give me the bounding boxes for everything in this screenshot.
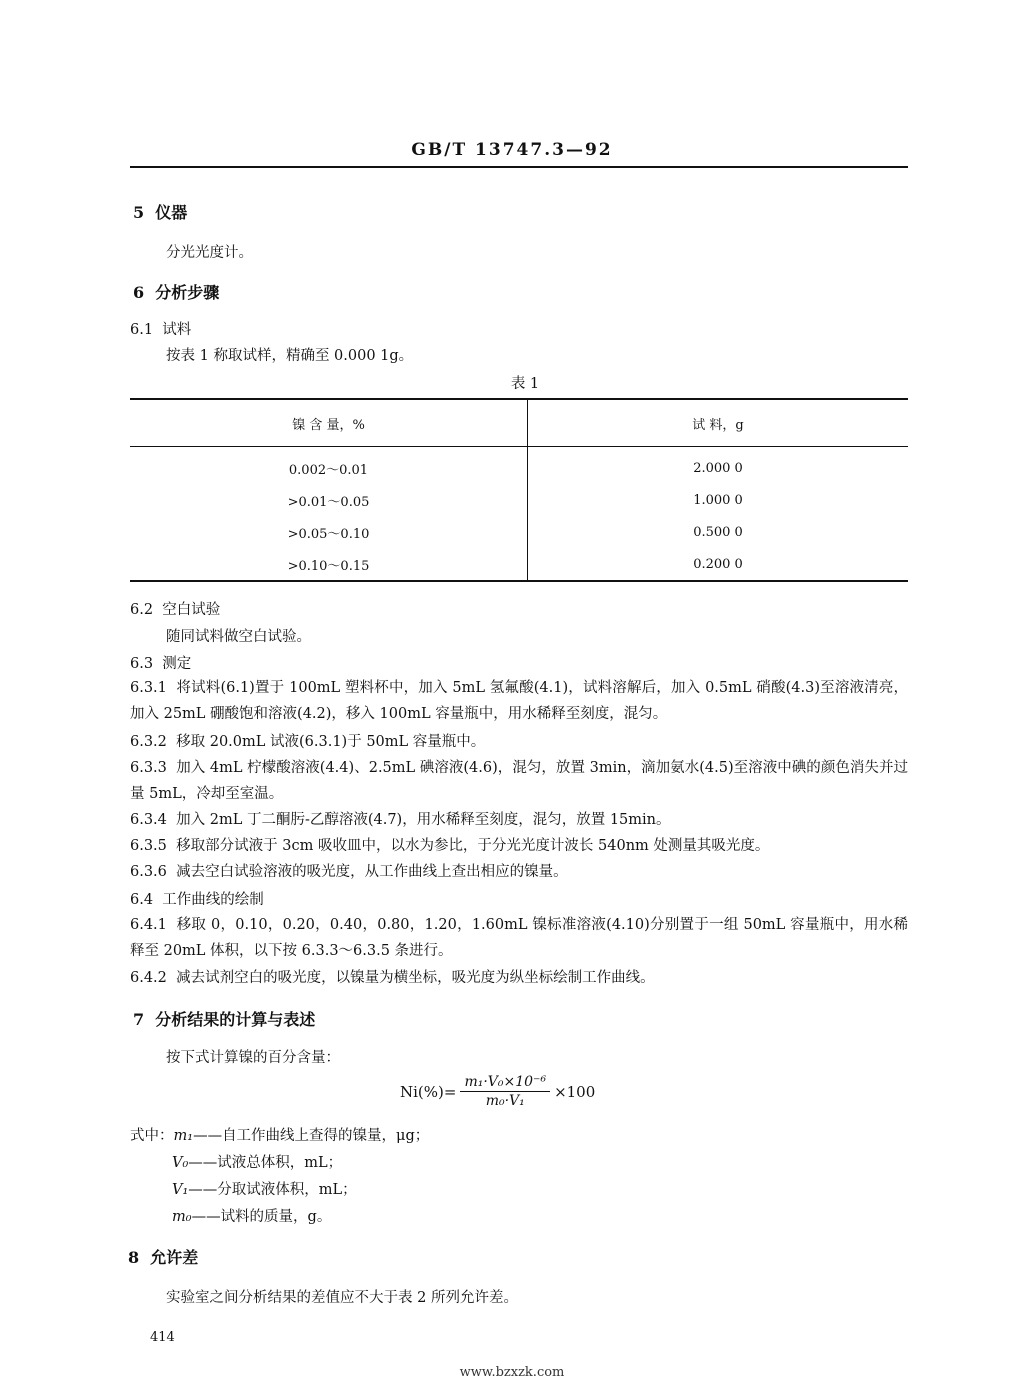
- table-cell: >0.10～0.15: [130, 548, 528, 581]
- clause-6-3-4: [130, 807, 908, 833]
- table-cell: 0.002～0.01: [130, 447, 528, 485]
- table-cell: >0.01～0.05: [130, 484, 528, 516]
- clause-number: 6.3.4: [130, 812, 167, 828]
- where-symbol: m₀: [172, 1209, 192, 1225]
- table-header-sample-mass: 试 料，g: [528, 399, 909, 447]
- clause-6-3-1: [130, 675, 908, 727]
- section-6-2-text: 随同试料做空白试验。: [166, 629, 311, 645]
- table-cell: >0.05～0.10: [130, 516, 528, 548]
- section-8-heading: [128, 1245, 198, 1268]
- formula-denominator: m₀·V₁: [485, 1093, 525, 1109]
- clause-6-4-2: [130, 965, 908, 991]
- section-number: 6.2: [130, 602, 154, 618]
- clause-6-3-6: [130, 859, 908, 885]
- header-rule: [130, 166, 908, 168]
- where-description: ——分取试液体积，mL；: [188, 1182, 357, 1198]
- footer-url: www.bzxzk.com: [459, 1365, 565, 1380]
- where-description: ——试液总体积，mL；: [188, 1155, 343, 1171]
- table-cell: 0.200 0: [693, 556, 743, 572]
- where-line: [172, 1151, 342, 1172]
- table-cell: 2.000 0: [693, 460, 743, 476]
- table-row: [130, 548, 908, 581]
- clause-number: 6.3.2: [130, 734, 167, 750]
- section-6-4-heading: [130, 888, 264, 909]
- table-1: [130, 398, 908, 582]
- section-title: 工作曲线的绘制: [162, 892, 264, 908]
- formula-tail: ×100: [554, 1082, 596, 1101]
- section-title: 分析结果的计算与表述: [155, 1010, 316, 1029]
- section-title: 允许差: [150, 1248, 199, 1267]
- clause-number: 6.3.6: [130, 864, 167, 880]
- clause-number: 6.3.3: [130, 760, 167, 776]
- table-row: [130, 447, 908, 485]
- clause-text: 加入 4mL 柠檬酸溶液(4.4)、2.5mL 碘溶液(4.6)，混匀，放置 3min，滴加氨水(4.5)至溶液中碘的颜色消失并过量 5mL，冷却至室温。: [130, 760, 908, 802]
- section-7-text: 按下式计算镍的百分含量：: [166, 1050, 340, 1066]
- section-title: 仪器: [155, 203, 188, 222]
- clause-number: 6.3.1: [130, 680, 167, 696]
- section-6-1-heading: [130, 318, 191, 339]
- section-6-heading: [133, 280, 219, 303]
- section-number: 6: [133, 283, 145, 302]
- section-5-heading: [133, 200, 187, 223]
- section-title: 试料: [162, 322, 192, 338]
- where-prefix: 式中：: [130, 1128, 174, 1144]
- clause-6-3-3: [130, 755, 908, 807]
- table-1-caption: 表 1: [510, 376, 540, 392]
- section-number: 5: [133, 203, 145, 222]
- clause-number: 6.4.2: [130, 970, 167, 986]
- where-line: [130, 1124, 429, 1145]
- section-number: 7: [133, 1010, 145, 1029]
- section-title: 空白试验: [162, 602, 221, 618]
- standard-header: GB/T 13747.3—92: [411, 140, 613, 160]
- section-6-1-text: 按表 1 称取试样，精确至 0.000 1g。: [166, 348, 414, 364]
- where-line: [172, 1178, 357, 1199]
- table-cell: 0.500 0: [693, 524, 743, 540]
- section-7-heading: [133, 1007, 315, 1030]
- where-description: ——试料的质量，g。: [191, 1209, 332, 1225]
- clause-6-3-2: [130, 729, 908, 755]
- clause-text: 移取部分试液于 3cm 吸收皿中，以水为参比，于分光光度计波长 540nm 处测量其吸光度。: [176, 838, 770, 854]
- table-header-nickel-content: 镍 含 量，%: [130, 399, 528, 447]
- clause-text: 减去试剂空白的吸光度，以镍量为横坐标，吸光度为纵坐标绘制工作曲线。: [176, 970, 655, 986]
- clause-text: 加入 2mL 丁二酮肟-乙醇溶液(4.7)，用水稀释至刻度，混匀，放置 15min。: [176, 812, 671, 828]
- where-description: ——自工作曲线上查得的镍量，μg；: [193, 1128, 430, 1144]
- section-title: 分析步骤: [155, 283, 220, 302]
- clause-text: 将试料(6.1)置于 100mL 塑料杯中，加入 5mL 氢氟酸(4.1)，试料溶解后，加入 0.5mL 硝酸(4.3)至溶液清亮，加入 25mL 硼酸饱和溶液(4.2)，移入 100mL 容量瓶中，用水稀释至刻度，混匀。: [130, 680, 909, 722]
- table-row: [130, 484, 908, 516]
- section-5-text: 分光光度计。: [166, 245, 253, 261]
- formula-lhs: Ni(%)=: [400, 1082, 457, 1101]
- section-6-3-heading: [130, 652, 191, 673]
- section-number: 8: [128, 1248, 140, 1267]
- nickel-formula: [400, 1074, 595, 1109]
- where-symbol: m₁: [173, 1128, 194, 1144]
- where-symbol: V₁: [172, 1182, 189, 1198]
- clause-number: 6.3.5: [130, 838, 167, 854]
- clause-6-4-1: [130, 912, 908, 964]
- clause-text: 移取 20.0mL 试液(6.3.1)于 50mL 容量瓶中。: [176, 734, 486, 750]
- section-title: 测定: [162, 656, 192, 672]
- clause-number: 6.4.1: [130, 917, 167, 933]
- section-8-text: 实验室之间分析结果的差值应不大于表 2 所列允许差。: [166, 1290, 518, 1306]
- clause-text: 减去空白试验溶液的吸光度，从工作曲线上查出相应的镍量。: [176, 864, 568, 880]
- page-number: 414: [150, 1330, 175, 1345]
- where-line: [172, 1205, 331, 1226]
- section-number: 6.1: [130, 322, 154, 338]
- formula-fraction: [460, 1074, 550, 1109]
- formula-numerator: m₁·V₀×10⁻⁶: [460, 1074, 550, 1092]
- table-cell: 1.000 0: [693, 492, 743, 508]
- where-symbol: V₀: [172, 1155, 189, 1171]
- clause-text: 移取 0，0.10，0.20，0.40，0.80，1.20，1.60mL 镍标准溶液(4.10)分别置于一组 50mL 容量瓶中，用水稀释至 20mL 体积，以下按 6.3.3～6.3.5 条进行。: [130, 917, 908, 959]
- section-6-2-heading: [130, 598, 220, 619]
- section-number: 6.3: [130, 656, 154, 672]
- table-row: [130, 516, 908, 548]
- clause-6-3-5: [130, 833, 908, 859]
- section-number: 6.4: [130, 892, 154, 908]
